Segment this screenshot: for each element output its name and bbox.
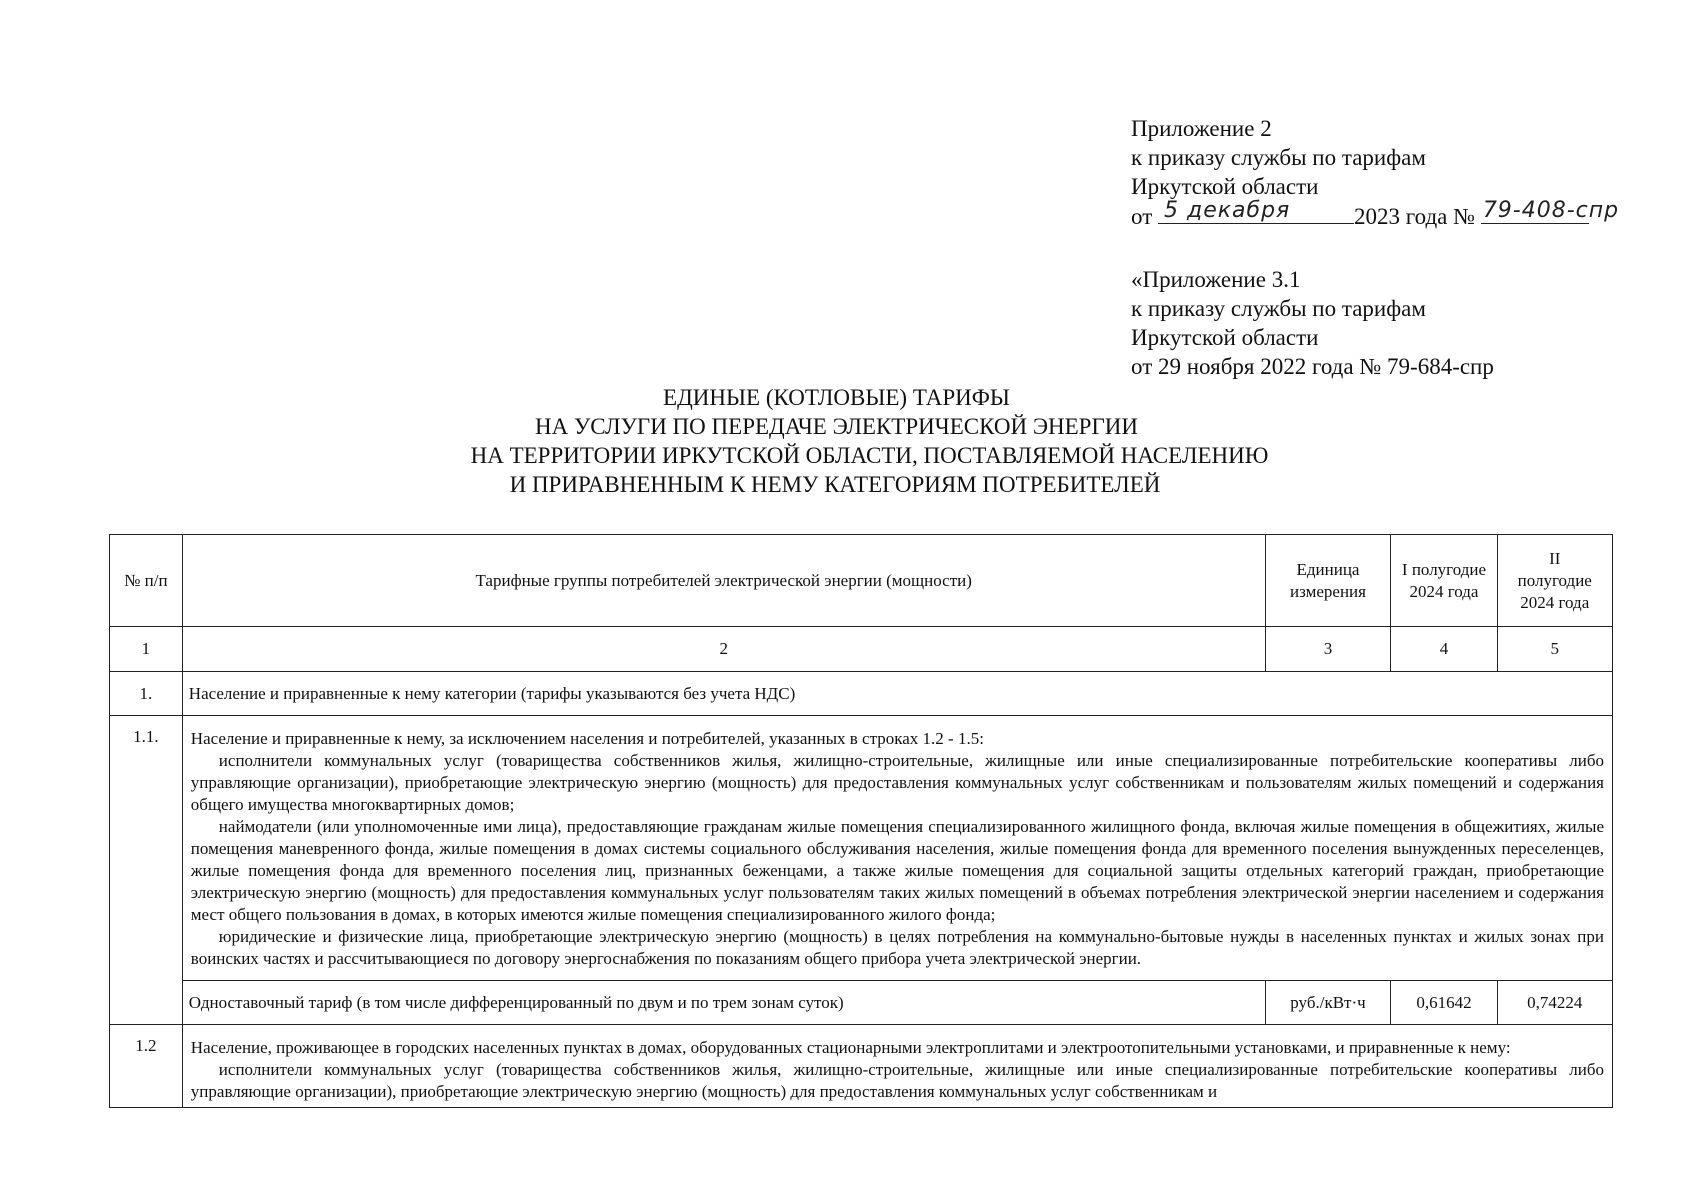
header-unit-line-1: Единица xyxy=(1296,559,1360,579)
header-unit xyxy=(1265,535,1391,627)
appendix-3-1-date-line: от 29 ноября 2022 года № 79-684-спр xyxy=(1131,354,1494,379)
column-number: 3 xyxy=(1265,627,1391,672)
date-middle: 2023 года № xyxy=(1354,204,1476,229)
row-1-2-paragraph-1: исполнители коммунальных услуг (товарищества собственников жилья, жилищно-строительные, жилищные или иные специализированные потребительские кооперативы либо управляющие организации), приобретающие электрическую энергию (мощность) для предоставления коммунальных услуг собственникам и xyxy=(190,1060,1604,1101)
row-1-2 xyxy=(110,1025,1613,1108)
header-num: № п/п xyxy=(110,535,183,627)
header-h1-line-1: I полугодие xyxy=(1401,559,1487,579)
row-1-1-paragraph-1: исполнители коммунальных услуг (товарищества собственников жилья, жилищно-строительные, жилищные или иные специализированные потребительские кооперативы либо управляющие организации), приобретающие электрическую энергию (мощность) для предоставления коммунальных услуг собственникам и пользователям жилых помещений и содержания общего имущества многоквартирных домов; xyxy=(190,751,1604,814)
header-h2 xyxy=(1497,535,1612,627)
number-blank xyxy=(1481,198,1620,224)
appendix-2-title: Приложение 2 xyxy=(1131,116,1272,141)
row-1-1 xyxy=(110,716,1613,981)
appendix-3-1-title: «Приложение 3.1 xyxy=(1131,267,1301,292)
column-number: 2 xyxy=(182,627,1265,672)
title-line-4: И ПРИРАВНЕННЫМ К НЕМУ КАТЕГОРИЯМ ПОТРЕБИТЕЛЕЙ xyxy=(509,472,1161,497)
title-line-3: НА ТЕРРИТОРИИ ИРКУТСКОЙ ОБЛАСТИ, ПОСТАВЛЯЕМОЙ НАСЕЛЕНИЮ xyxy=(470,443,1269,468)
tariff-table xyxy=(109,534,1613,1108)
appendix-2-order-line: к приказу службы по тарифам xyxy=(1131,145,1426,170)
header-h1 xyxy=(1391,535,1497,627)
table-header-row xyxy=(110,535,1613,627)
date-prefix: от xyxy=(1131,204,1153,229)
title-line-1: ЕДИНЫЕ (КОТЛОВЫЕ) ТАРИФЫ xyxy=(663,385,1010,410)
rate-label: Одноставочный тариф (в том числе дифференцированный по двум и по трем зонам суток) xyxy=(182,981,1265,1025)
column-number: 4 xyxy=(1391,627,1497,672)
appendix-3-1-header xyxy=(1131,265,1494,381)
document-title xyxy=(0,383,1696,499)
handwritten-number: 79-408-спр xyxy=(1482,198,1620,223)
appendix-2-region-line: Иркутской области xyxy=(1131,174,1319,199)
row-1-2-num: 1.2 xyxy=(110,1025,183,1108)
rate-unit: руб./кВт·ч xyxy=(1265,981,1391,1025)
section-1-text: Население и приравненные к нему категории (тарифы указываются без учета НДС) xyxy=(182,672,1612,716)
handwritten-date: 5 декабря xyxy=(1164,198,1291,223)
row-1-1-description xyxy=(182,716,1612,981)
row-1-1-paragraph-3: юридические и физические лица, приобретающие электрическую энергию (мощность) в целях потребления на коммунально-бытовые нужды в населенных пунктах и жилых зонах при воинских частях и рассчитывающиеся по договору энергоснабжения по показаниям общего прибора учета электрической энергии. xyxy=(190,927,1604,968)
row-1-1-num: 1.1. xyxy=(110,716,183,1025)
row-1-1-rate xyxy=(110,981,1613,1025)
row-1-2-description xyxy=(182,1025,1612,1108)
appendix-2-header xyxy=(1131,114,1620,231)
appendix-3-1-region-line: Иркутской области xyxy=(1131,325,1319,350)
column-number-row xyxy=(110,627,1613,672)
row-1-1-paragraph-2: наймодатели (или уполномоченные ими лица), предоставляющие гражданам жилые помещения специализированного жилищного фонда, включая жилые помещения в общежитиях, жилые помещения маневренного фонда, жилые помещения в домах системы социального обслуживания населения, жилые помещения фонда для временного поселения вынужденных переселенцев, жилые помещения фонда для временного поселения лиц, признанных беженцами, а также жилые помещения для социальной защиты отдельных категорий граждан, приобретающие электрическую энергию (мощность) для предоставления коммунальных услуг пользователям таких жилых помещений в объемах потребления электрической энергии населением и содержания мест общего пользования в домах, в которых имеются жилые помещения специализированного жилого фонда; xyxy=(190,817,1604,924)
section-1-num: 1. xyxy=(110,672,183,716)
header-unit-line-2: измерения xyxy=(1290,581,1366,601)
section-1-row xyxy=(110,672,1613,716)
row-1-1-intro: Население и приравненные к нему, за исключением населения и потребителей, указанных в строках 1.2 - 1.5: xyxy=(190,729,984,748)
header-h2-line-3: 2024 года xyxy=(1520,592,1590,612)
header-h2-line-2: полугодие xyxy=(1517,570,1592,590)
rate-h1-value: 0,61642 xyxy=(1391,981,1497,1025)
header-h2-line-1: II xyxy=(1549,548,1561,568)
row-1-2-intro: Население, проживающее в городских населенных пунктах в домах, оборудованных стационарными электроплитами и электроотопительными установками, и приравненные к нему: xyxy=(190,1038,1511,1057)
appendix-3-1-order-line: к приказу службы по тарифам xyxy=(1131,296,1426,321)
column-number: 5 xyxy=(1497,627,1612,672)
rate-h2-value: 0,74224 xyxy=(1497,981,1612,1025)
header-groups: Тарифные группы потребителей электрической энергии (мощности) xyxy=(182,535,1265,627)
header-h1-line-2: 2024 года xyxy=(1409,581,1479,601)
date-blank xyxy=(1158,198,1354,224)
title-line-2: НА УСЛУГИ ПО ПЕРЕДАЧЕ ЭЛЕКТРИЧЕСКОЙ ЭНЕРГИИ xyxy=(535,414,1138,439)
appendix-2-date-line xyxy=(1131,198,1620,231)
column-number: 1 xyxy=(110,627,183,672)
